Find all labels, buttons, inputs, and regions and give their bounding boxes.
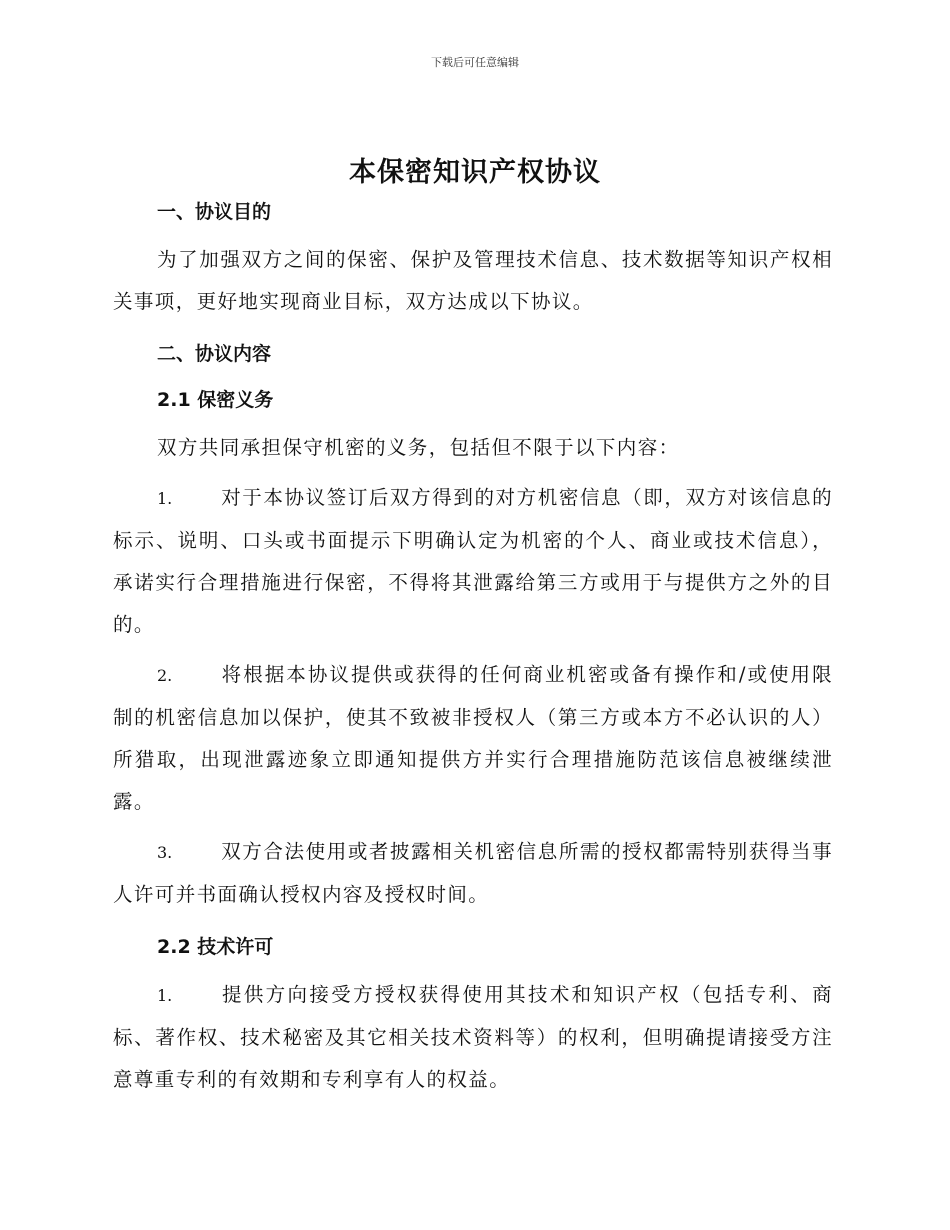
purpose-paragraph: 为了加强双方之间的保密、保护及管理技术信息、技术数据等知识产权相关事项，更好地实现商业目标，双方达成以下协议。 — [113, 248, 833, 313]
list-item-number: 1. — [157, 986, 173, 1005]
list-item-text: 双方合法使用或者披露相关机密信息所需的授权都需特别获得当事人许可并书面确认授权内容及授权时间。 — [113, 840, 833, 906]
list-item-text: 将根据本协议提供或获得的任何商业机密或备有操作和/或使用限制的机密信息加以保护，使其不致被非授权人（第三方或本方不必认识的人）所猎取，出现泄露迹象立即通知提供方并实行合理措施防范该信息被继续泄露。 — [113, 663, 833, 813]
list-item — [113, 831, 833, 916]
document-title: 本保密知识产权协议 — [349, 157, 601, 188]
list-item — [113, 654, 833, 823]
header-note: 下载后可任意编辑 — [431, 56, 519, 69]
list-item-number: 2. — [157, 666, 173, 685]
list-item — [113, 974, 833, 1101]
list-item-number: 3. — [157, 843, 173, 862]
section-heading-purpose: 一、协议目的 — [157, 201, 272, 223]
subsection-heading-tech-license: 2.2 技术许可 — [157, 936, 274, 958]
confidentiality-intro: 双方共同承担保守机密的义务，包括但不限于以下内容： — [157, 436, 680, 459]
list-item-text: 对于本协议签订后双方得到的对方机密信息（即，双方对该信息的标示、说明、口头或书面提示下明确认定为机密的个人、商业或技术信息），承诺实行合理措施进行保密，不得将其泄露给第三方或用于与提供方之外的目的。 — [113, 486, 833, 636]
list-item-text: 提供方向接受方授权获得使用其技术和知识产权（包括专利、商标、著作权、技术秘密及其它相关技术资料等）的权利，但明确提请接受方注意尊重专利的有效期和专利享有人的权益。 — [113, 983, 833, 1091]
list-item-number: 1. — [157, 489, 173, 508]
subsection-heading-confidentiality: 2.1 保密义务 — [157, 389, 274, 411]
document-body — [113, 193, 833, 1101]
list-item — [113, 477, 833, 646]
section-heading-content: 二、协议内容 — [157, 343, 272, 365]
